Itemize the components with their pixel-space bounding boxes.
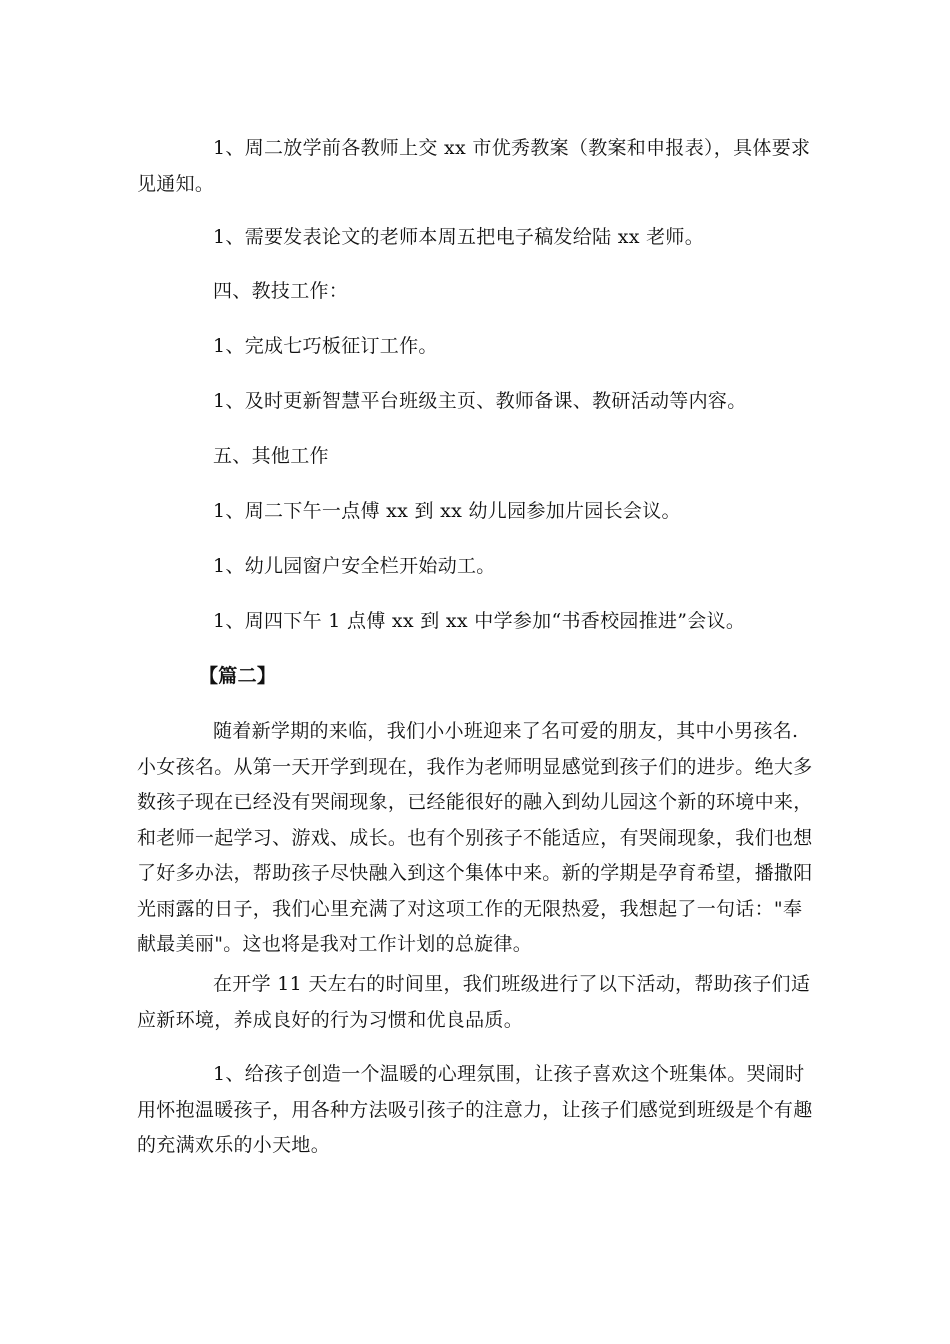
paragraph-8: 随着新学期的来临，我们小小班迎来了名可爱的朋友，其中小男孩名.小女孩名。从第一天开学到现在，我作为老师明显感觉到孩子们的进步。绝大多数孩子现在已经没有哭闹现象，已经能很好的融入到幼儿园这个新的环境中来，和老师一起学习、游戏、成长。也有个别孩子不能适应，有哭闹现象，我们也想了好多办法，帮助孩子尽快融入到这个集体中来。新的学期是孕育希望，播撒阳光雨露的日子，我们心里充满了对这项工作的无限热爱，我想起了一句话："奉献最美丽"。这也将是我对工作计划的总旋律。 — [137, 720, 813, 955]
paragraph-3: 1、完成七巧板征订工作。 — [213, 335, 438, 357]
section-heading-4: 四、教技工作： — [213, 280, 349, 302]
paragraph-1: 1、周二放学前各教师上交 xx 市优秀教案（教案和申报表），具体要求见通知。 — [137, 137, 811, 195]
paragraph-10: 1、给孩子创造一个温暖的心理氛围，让孩子喜欢这个班集体。哭闹时用怀抱温暖孩子，用各种方法吸引孩子的注意力，让孩子们感觉到班级是个有趣的充满欢乐的小天地。 — [137, 1063, 813, 1156]
section-heading-5: 五、其他工作 — [213, 445, 329, 467]
paragraph-5: 1、周二下午一点傅 xx 到 xx 幼儿园参加片园长会议。 — [213, 500, 681, 522]
paragraph-7: 1、周四下午 1 点傅 xx 到 xx 中学参加“书香校园推进”会议。 — [213, 610, 746, 632]
section-heading-part2: 【篇二】 — [199, 665, 277, 687]
paragraph-4: 1、及时更新智慧平台班级主页、教师备课、教研活动等内容。 — [213, 390, 747, 412]
paragraph-2: 1、需要发表论文的老师本周五把电子稿发给陆 xx 老师。 — [213, 226, 704, 248]
paragraph-9: 在开学 11 天左右的时间里，我们班级进行了以下活动，帮助孩子们适应新环境，养成良好的行为习惯和优良品质。 — [137, 973, 811, 1031]
paragraph-6: 1、幼儿园窗户安全栏开始动工。 — [213, 555, 496, 577]
